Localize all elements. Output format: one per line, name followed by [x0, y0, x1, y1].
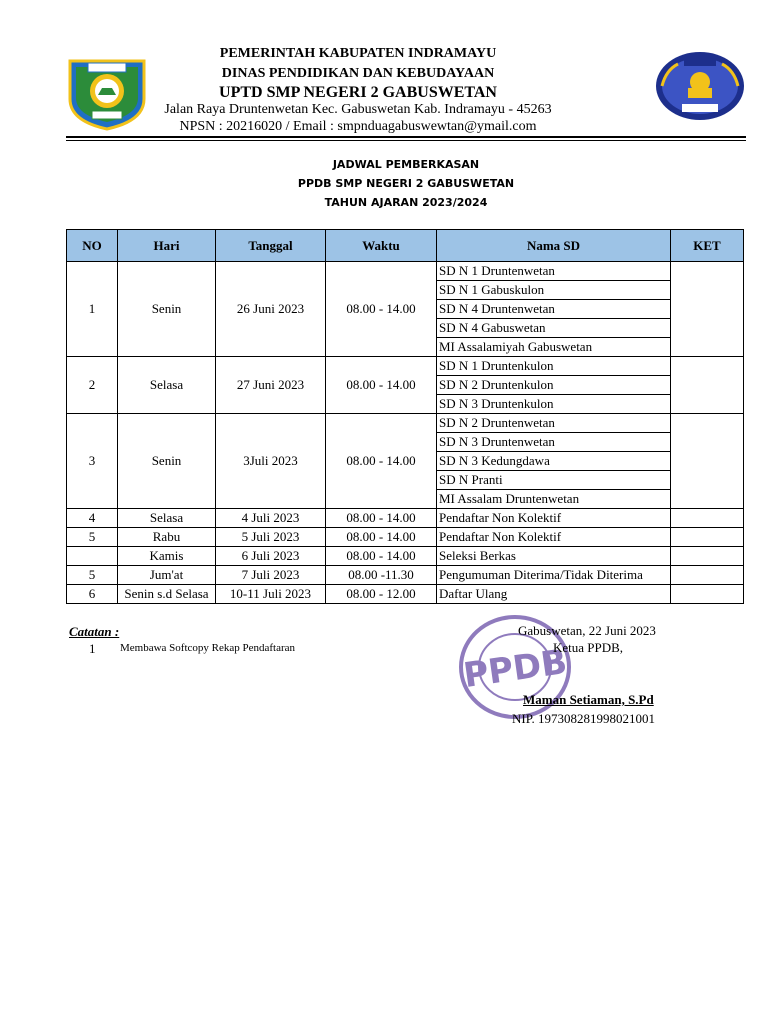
table-row — [67, 585, 744, 604]
header-waktu: Waktu — [326, 230, 437, 262]
cell-nama-sd: SD N 2 Druntenwetan — [437, 414, 671, 433]
cell-waktu: 08.00 - 14.00 — [326, 414, 437, 509]
cell-tanggal: 26 Juni 2023 — [216, 262, 326, 357]
cell-ket — [671, 566, 744, 585]
header-no: NO — [67, 230, 118, 262]
cell-nama-sd: SD N 1 Druntenkulon — [437, 357, 671, 376]
cell-no: 6 — [67, 585, 118, 604]
signature-role: Ketua PPDB, — [553, 640, 624, 655]
svg-text:PPDB: PPDB — [461, 641, 570, 697]
cell-hari: Rabu — [118, 528, 216, 547]
table-row — [67, 262, 744, 281]
cell-nama-sd: SD N 4 Druntenwetan — [437, 300, 671, 319]
schedule-table — [66, 229, 744, 604]
letterhead-rule-thick — [66, 136, 746, 138]
cell-ket — [671, 357, 744, 414]
cell-hari: Selasa — [118, 357, 216, 414]
signature-name: Maman Setiaman, S.Pd — [523, 692, 654, 707]
cell-nama-sd: SD N 2 Druntenkulon — [437, 376, 671, 395]
note-number: 1 — [89, 641, 96, 656]
table-row — [67, 566, 744, 585]
letterhead-department: DINAS PENDIDIKAN DAN KEBUDAYAAN — [221, 66, 495, 81]
letterhead-school: UPTD SMP NEGERI 2 GABUSWETAN — [219, 84, 497, 101]
letterhead-government: PEMERINTAH KABUPATEN INDRAMAYU — [219, 46, 497, 61]
cell-tanggal: 7 Juli 2023 — [216, 566, 326, 585]
cell-nama-sd: SD N Pranti — [437, 471, 671, 490]
document-subtitle: PPDB SMP NEGERI 2 GABUSWETAN — [297, 177, 515, 190]
cell-ket — [671, 509, 744, 528]
note-text: Membawa Softcopy Rekap Pendaftaran — [120, 642, 296, 654]
header-hari: Hari — [118, 230, 216, 262]
cell-ket — [671, 262, 744, 357]
cell-nama-sd: Pendaftar Non Kolektif — [437, 528, 671, 547]
cell-waktu: 08.00 - 12.00 — [326, 585, 437, 604]
cell-nama-sd: SD N 1 Druntenwetan — [437, 262, 671, 281]
cell-nama-sd: Pendaftar Non Kolektif — [437, 509, 671, 528]
cell-nama-sd: SD N 3 Kedungdawa — [437, 452, 671, 471]
cell-nama-sd: Pengumuman Diterima/Tidak Diterima — [437, 566, 671, 585]
cell-no: 2 — [67, 357, 118, 414]
cell-ket — [671, 528, 744, 547]
signature-nip: NIP. 197308281998021001 — [512, 711, 656, 726]
cell-ket — [671, 547, 744, 566]
notes-title: Catatan : — [69, 624, 120, 639]
cell-hari: Selasa — [118, 509, 216, 528]
cell-tanggal: 3Juli 2023 — [216, 414, 326, 509]
cell-tanggal: 6 Juli 2023 — [216, 547, 326, 566]
header-tanggal: Tanggal — [216, 230, 326, 262]
header-ket: KET — [671, 230, 744, 262]
header-nama-sd: Nama SD — [437, 230, 671, 262]
cell-no: 3 — [67, 414, 118, 509]
cell-no: 1 — [67, 262, 118, 357]
cell-hari: Senin s.d Selasa — [118, 585, 216, 604]
table-row — [67, 357, 744, 376]
table-header-row — [67, 230, 744, 262]
table-row — [67, 414, 744, 433]
cell-waktu: 08.00 - 14.00 — [326, 528, 437, 547]
cell-waktu: 08.00 - 14.00 — [326, 547, 437, 566]
cell-no — [67, 547, 118, 566]
cell-nama-sd: MI Assalamiyah Gabuswetan — [437, 338, 671, 357]
letterhead-address: Jalan Raya Druntenwetan Kec. Gabuswetan Kab. Indramayu - 45263 — [164, 102, 552, 117]
cell-nama-sd: SD N 4 Gabuswetan — [437, 319, 671, 338]
cell-nama-sd: SD N 3 Druntenwetan — [437, 433, 671, 452]
cell-nama-sd: SD N 3 Druntenkulon — [437, 395, 671, 414]
smpn-logo — [654, 50, 746, 122]
cell-waktu: 08.00 -11.30 — [326, 566, 437, 585]
cell-no: 5 — [67, 566, 118, 585]
cell-no: 4 — [67, 509, 118, 528]
table-row — [67, 547, 744, 566]
cell-nama-sd: Daftar Ulang — [437, 585, 671, 604]
cell-ket — [671, 585, 744, 604]
document-year: TAHUN AJARAN 2023/2024 — [324, 196, 488, 209]
cell-no: 5 — [67, 528, 118, 547]
letterhead-contact: NPSN : 20216020 / Email : smpnduagabuswewtan@ymail.com — [179, 119, 537, 134]
table-row — [67, 509, 744, 528]
cell-tanggal: 10-11 Juli 2023 — [216, 585, 326, 604]
letterhead-rule-thin — [66, 140, 746, 141]
cell-hari: Kamis — [118, 547, 216, 566]
signature-place-date: Gabuswetan, 22 Juni 2023 — [518, 623, 656, 638]
table-row — [67, 528, 744, 547]
cell-hari: Senin — [118, 414, 216, 509]
cell-nama-sd: MI Assalam Druntenwetan — [437, 490, 671, 509]
cell-tanggal: 5 Juli 2023 — [216, 528, 326, 547]
document-title: JADWAL PEMBERKASAN — [332, 158, 480, 171]
cell-tanggal: 27 Juni 2023 — [216, 357, 326, 414]
cell-waktu: 08.00 - 14.00 — [326, 262, 437, 357]
cell-waktu: 08.00 - 14.00 — [326, 509, 437, 528]
cell-waktu: 08.00 - 14.00 — [326, 357, 437, 414]
schedule-body — [67, 262, 744, 604]
cell-ket — [671, 414, 744, 509]
cell-hari: Senin — [118, 262, 216, 357]
cell-hari: Jum'at — [118, 566, 216, 585]
cell-nama-sd: SD N 1 Gabuskulon — [437, 281, 671, 300]
cell-nama-sd: Seleksi Berkas — [437, 547, 671, 566]
cell-tanggal: 4 Juli 2023 — [216, 509, 326, 528]
